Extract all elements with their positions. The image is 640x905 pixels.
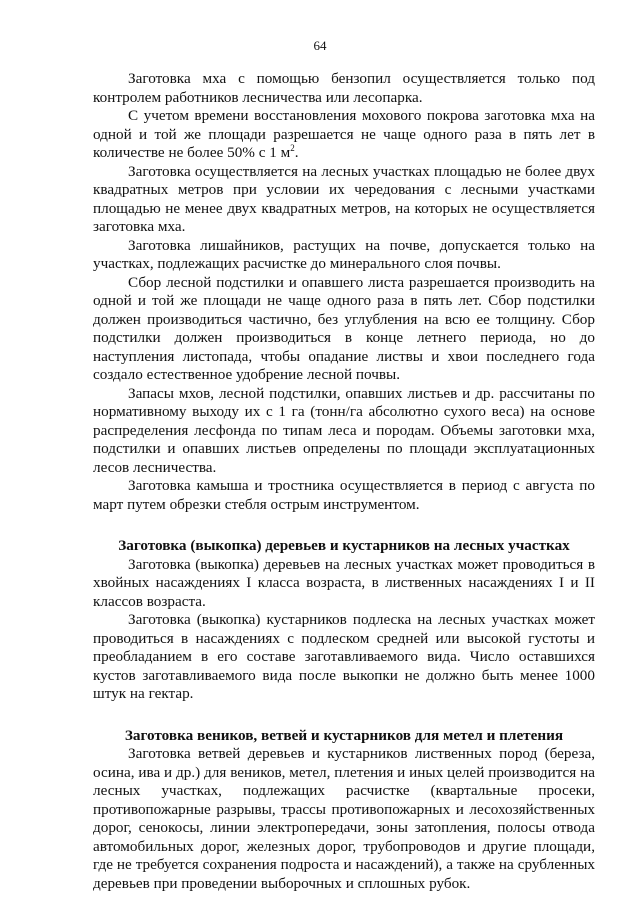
paragraph-branches-harvest: Заготовка ветвей деревьев и кустарников лиственных пород (береза, осина, ива и др.) для веников, метел, плетения и иных целей производится на лесных участках, подлежащих расчистке (квартальные просеки, противопожарные разрывы, трассы противопожарных и лесохозяйственных дорог, сенокосы, линии электропередачи, зоны затопления, полосы отвода автомобильных дорог, железных дорог, трубопроводов и другие площади, где не требуется сохранения подроста и насаждений), а также на срубленных деревьев при проведении выборочных и сплошных рубок. [93, 745, 595, 892]
paragraph-trees-digging: Заготовка (выкопка) деревьев на лесных участках может проводиться в хвойных насаждениях I класса возраста, в лиственных насаждениях I и II классов возраста. [93, 555, 595, 610]
paragraph-reeds: Заготовка камыша и тростника осуществляется в период с августа по март путем обрезки стебля острым инструментом. [93, 477, 595, 513]
section-heading-brooms-branches: Заготовка веников, ветвей и кустарников для метел и плетения [124, 726, 564, 744]
document-body [93, 70, 595, 893]
paragraph-moss-recovery [93, 107, 595, 163]
paragraph-litter-collection: Сбор лесной подстилки и опавшего листа разрешается производить на одной и той же площади не чаще одного раза в пять лет. Сбор подстилки должен производиться частично, без углубления на всю ее толщину. Сбор подстилки должен производиться в конце летнего периода, но до наступления листопада, чтобы опадание листвы и хвои последнего года создало естественное удобрение лесной почвы. [93, 273, 595, 383]
paragraph-lichens: Заготовка лишайников, растущих на почве, допускается только на участках, подлежащих расчистке до минерального слоя почвы. [93, 236, 595, 272]
page-number: 64 [313, 38, 327, 53]
superscript-two: 2 [290, 142, 295, 153]
paragraph-stocks: Запасы мхов, лесной подстилки, опавших листьев и др. рассчитаны по нормативному выходу их с 1 га (тонн/га абсолютно сухого веса) на основе распределения лесфонда по типам леса и породам. Объемы заготовки мха, подстилки и опавших листьев определены по площади эксплуатационных лесов лесничества. [93, 384, 595, 476]
paragraph-moss-plots: Заготовка осуществляется на лесных участках площадью не более двух квадратных метров при условии их чередования с лесными участками площадью не менее двух квадратных метров, на которых не осуществляется заготовка мха. [93, 162, 595, 235]
paragraph-shrubs-digging: Заготовка (выкопка) кустарников подлеска на лесных участках может проводиться в насаждениях с подлеском средней или высокой густоты и преобладанием в его составе заготавливаемого вида. Число оставшихся кустов заготавливаемого вида после выкопки не должно быть менее 1000 штук на гектар. [93, 611, 595, 702]
paragraph-moss-recovery-text: С учетом времени восстановления мохового покрова заготовка мха на одной и той же площади разрешается не чаще одного раза в пять лет в количестве не более 50% с 1 м [93, 107, 595, 161]
paragraph-moss-recovery-end: . [294, 144, 299, 161]
section-heading-trees-shrubs: Заготовка (выкопка) деревьев и кустарников на лесных участках [118, 537, 570, 554]
paragraph-moss-chainsaw: Заготовка мха с помощью бензопил осуществляется только под контролем работников лесничества или лесопарка. [93, 70, 595, 106]
